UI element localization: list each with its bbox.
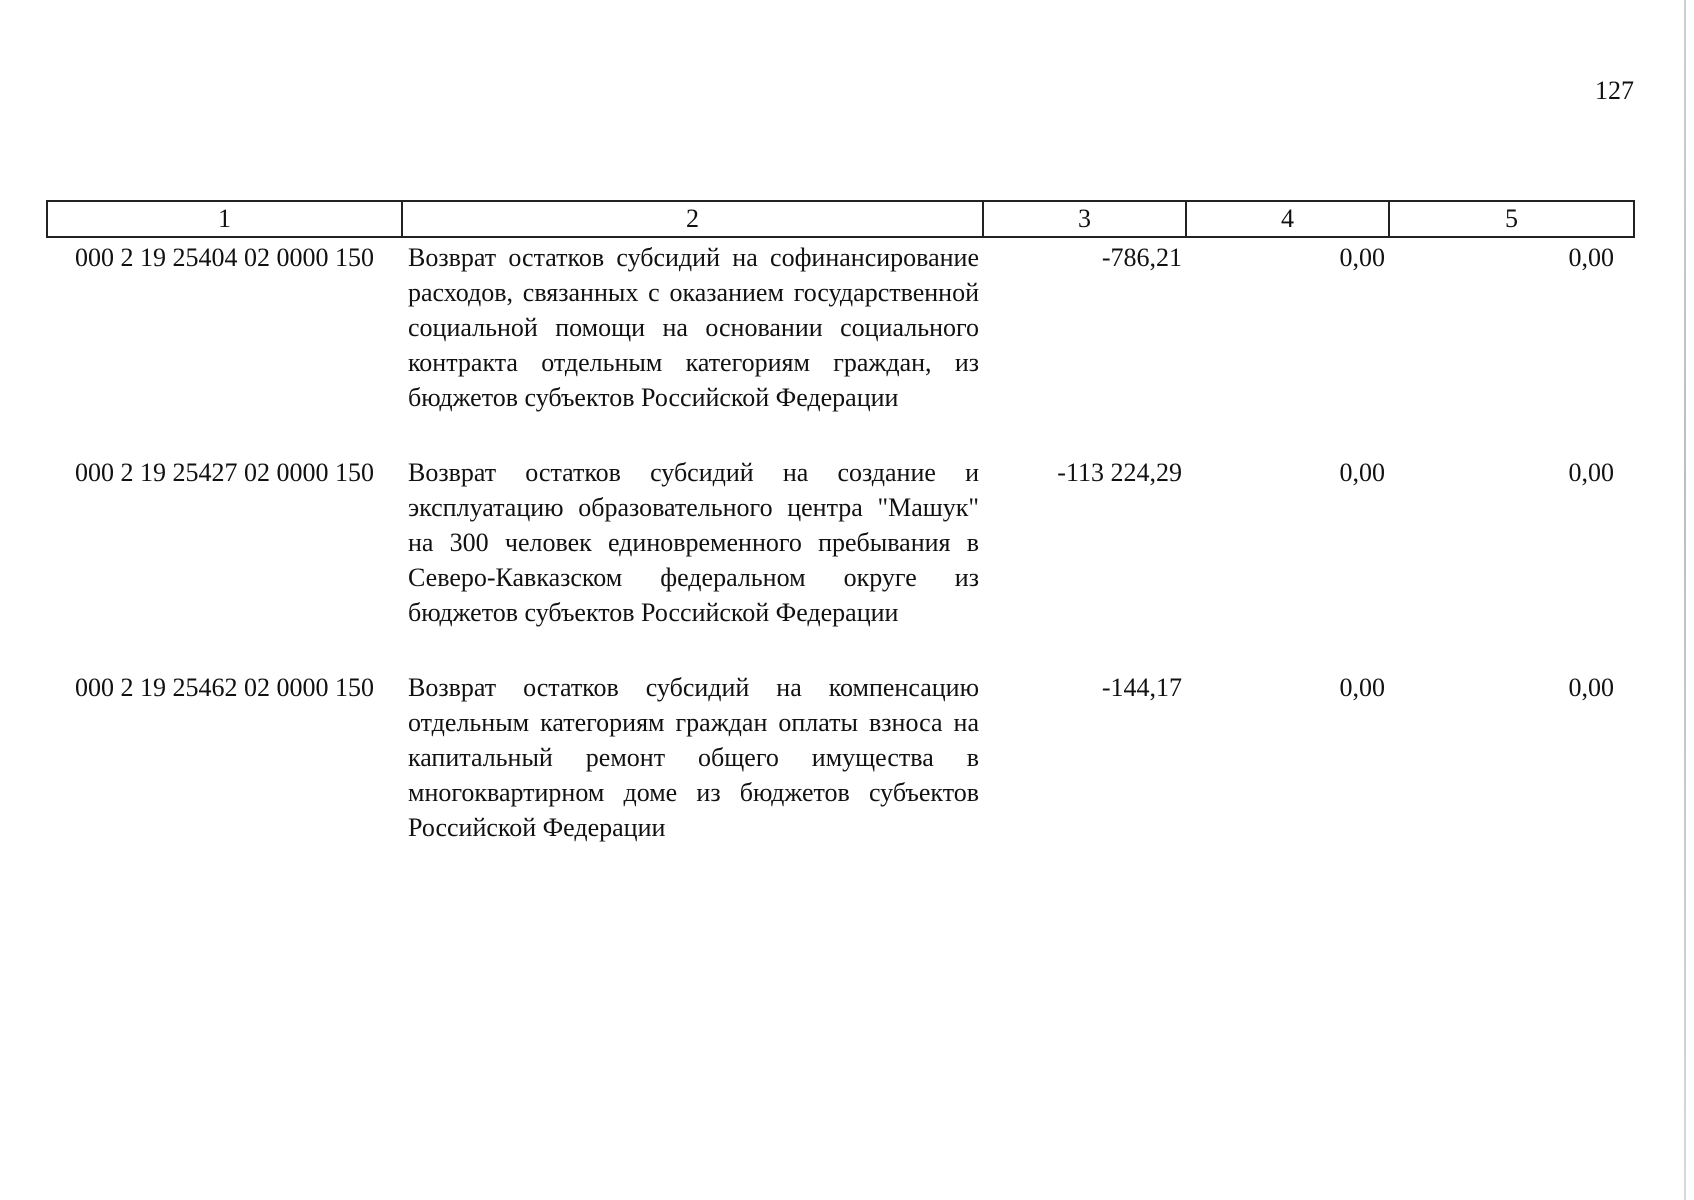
column-header-4: 4 bbox=[1186, 201, 1389, 237]
page-number: 127 bbox=[1595, 76, 1634, 105]
column-header-5: 5 bbox=[1389, 201, 1634, 237]
column-header-3: 3 bbox=[983, 201, 1186, 237]
value-col4: 0,00 bbox=[1339, 458, 1385, 487]
table-row bbox=[47, 237, 1634, 415]
scan-edge-shadow bbox=[1684, 0, 1686, 1200]
value-col5: 0,00 bbox=[1568, 243, 1614, 272]
budget-code: 000 2 19 25427 02 0000 150 bbox=[75, 458, 374, 487]
row-description: Возврат остатков субсидий на софинансирование расходов, связанных с оказанием государственной социальной помощи на основании социального контракта отдельным категориям граждан, из бюджетов субъектов Российской Федерации bbox=[408, 243, 979, 412]
budget-code: 000 2 19 25462 02 0000 150 bbox=[75, 673, 374, 702]
table-body bbox=[47, 237, 1634, 845]
budget-table bbox=[46, 200, 1635, 845]
value-col3: -786,21 bbox=[1101, 243, 1182, 272]
column-header-2: 2 bbox=[402, 201, 983, 237]
row-description: Возврат остатков субсидий на создание и эксплуатацию образовательного центра "Машук" на 300 человек единовременного пребывания в Северо-Кавказском федеральном округе из бюджетов субъектов Российской Федерации bbox=[408, 458, 979, 627]
row-spacer bbox=[47, 630, 1634, 668]
header-row bbox=[47, 201, 1634, 237]
value-col3: -144,17 bbox=[1101, 673, 1182, 702]
table-row bbox=[47, 453, 1634, 630]
value-col3: -113 224,29 bbox=[1057, 458, 1182, 487]
value-col5: 0,00 bbox=[1568, 673, 1614, 702]
value-col4: 0,00 bbox=[1339, 243, 1385, 272]
budget-code: 000 2 19 25404 02 0000 150 bbox=[75, 243, 374, 272]
value-col5: 0,00 bbox=[1568, 458, 1614, 487]
table-row bbox=[47, 668, 1634, 845]
value-col4: 0,00 bbox=[1339, 673, 1385, 702]
table-header bbox=[47, 201, 1634, 237]
row-description: Возврат остатков субсидий на компенсацию отдельным категориям граждан оплаты взноса на капитальный ремонт общего имущества в многоквартирном доме из бюджетов субъектов Российской Федерации bbox=[408, 673, 979, 842]
column-header-1: 1 bbox=[47, 201, 402, 237]
row-spacer bbox=[47, 415, 1634, 453]
